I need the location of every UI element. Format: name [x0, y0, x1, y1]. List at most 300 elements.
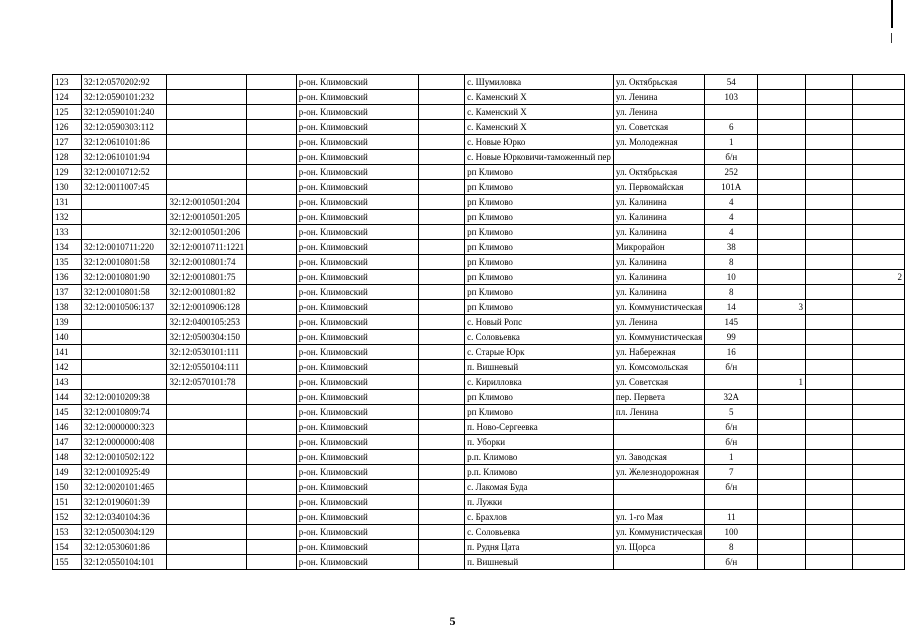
- table-row: [53, 90, 905, 105]
- district-cell: р-он. Климовский: [296, 525, 418, 540]
- locality-cell: с. Новые Юрковичи-таможенный пер: [465, 150, 614, 165]
- cadastral-number-secondary-cell: [167, 420, 247, 435]
- blank-cell: [419, 375, 465, 390]
- table-row: [53, 375, 905, 390]
- district-cell: р-он. Климовский: [296, 240, 418, 255]
- house-number-cell: 11: [705, 510, 758, 525]
- cadastral-number-secondary-cell: 32:12:0530101:111: [167, 345, 247, 360]
- house-number-cell: 32А: [705, 390, 758, 405]
- table-row: [53, 555, 905, 570]
- house-number-cell: б/н: [705, 480, 758, 495]
- cadastral-number-secondary-cell: 32:12:0550104:111: [167, 360, 247, 375]
- locality-cell: п. Ново-Сергеевка: [465, 420, 614, 435]
- row-number-cell: 155: [53, 555, 82, 570]
- value-cell-2: [806, 120, 853, 135]
- street-cell: ул. Коммунистическая: [613, 300, 704, 315]
- table-row: [53, 465, 905, 480]
- district-cell: р-он. Климовский: [296, 465, 418, 480]
- cadastral-number-secondary-cell: [167, 135, 247, 150]
- value-cell-3: [852, 105, 904, 120]
- value-cell-3: [852, 390, 904, 405]
- street-cell: [613, 480, 704, 495]
- extra-cell: [247, 420, 297, 435]
- value-cell-2: [806, 195, 853, 210]
- blank-cell: [419, 90, 465, 105]
- value-cell-3: [852, 225, 904, 240]
- row-number-cell: 139: [53, 315, 82, 330]
- row-number-cell: 129: [53, 165, 82, 180]
- district-cell: р-он. Климовский: [296, 300, 418, 315]
- value-cell-2: [806, 270, 853, 285]
- blank-cell: [419, 135, 465, 150]
- table-row: [53, 165, 905, 180]
- blank-cell: [419, 150, 465, 165]
- cadastral-number-secondary-cell: [167, 540, 247, 555]
- locality-cell: рп Климово: [465, 405, 614, 420]
- row-number-cell: 151: [53, 495, 82, 510]
- street-cell: пл. Ленина: [613, 405, 704, 420]
- table-row: [53, 525, 905, 540]
- locality-cell: рп Климово: [465, 225, 614, 240]
- blank-cell: [419, 510, 465, 525]
- blank-cell: [419, 525, 465, 540]
- table-row: [53, 495, 905, 510]
- value-cell-1: [758, 120, 806, 135]
- house-number-cell: 4: [705, 195, 758, 210]
- street-cell: ул. Заводская: [613, 450, 704, 465]
- locality-cell: с. Новый Ропс: [465, 315, 614, 330]
- row-number-cell: 134: [53, 240, 82, 255]
- value-cell-2: [806, 90, 853, 105]
- value-cell-1: [758, 165, 806, 180]
- row-number-cell: 152: [53, 510, 82, 525]
- value-cell-3: [852, 555, 904, 570]
- cadastral-number-secondary-cell: [167, 180, 247, 195]
- blank-cell: [419, 255, 465, 270]
- row-number-cell: 136: [53, 270, 82, 285]
- value-cell-1: [758, 195, 806, 210]
- district-cell: р-он. Климовский: [296, 495, 418, 510]
- extra-cell: [247, 90, 297, 105]
- house-number-cell: б/н: [705, 360, 758, 375]
- scan-edge-mark: [891, 0, 893, 28]
- locality-cell: рп Климово: [465, 240, 614, 255]
- extra-cell: [247, 195, 297, 210]
- locality-cell: п. Лужки: [465, 495, 614, 510]
- cadastral-number-cell: 32:12:0010209:38: [81, 390, 167, 405]
- blank-cell: [419, 555, 465, 570]
- house-number-cell: 145: [705, 315, 758, 330]
- cadastral-number-secondary-cell: [167, 120, 247, 135]
- cadastral-number-secondary-cell: 32:12:0570101:78: [167, 375, 247, 390]
- district-cell: р-он. Климовский: [296, 540, 418, 555]
- scan-edge-mark-lower: [891, 33, 892, 43]
- street-cell: ул. Ленина: [613, 105, 704, 120]
- value-cell-3: [852, 450, 904, 465]
- cadastral-number-secondary-cell: 32:12:0010801:75: [167, 270, 247, 285]
- blank-cell: [419, 195, 465, 210]
- value-cell-2: [806, 165, 853, 180]
- street-cell: [613, 495, 704, 510]
- cadastral-number-cell: 32:12:0010801:90: [81, 270, 167, 285]
- value-cell-2: [806, 105, 853, 120]
- table-row: [53, 540, 905, 555]
- house-number-cell: 8: [705, 255, 758, 270]
- value-cell-1: [758, 435, 806, 450]
- extra-cell: [247, 435, 297, 450]
- value-cell-2: [806, 450, 853, 465]
- table-row: [53, 270, 905, 285]
- blank-cell: [419, 285, 465, 300]
- blank-cell: [419, 315, 465, 330]
- cadastral-number-cell: [81, 360, 167, 375]
- table-row: [53, 225, 905, 240]
- cadastral-number-secondary-cell: [167, 495, 247, 510]
- house-number-cell: [705, 375, 758, 390]
- blank-cell: [419, 210, 465, 225]
- blank-cell: [419, 240, 465, 255]
- street-cell: ул. Калинина: [613, 225, 704, 240]
- street-cell: ул. 1-го Мая: [613, 510, 704, 525]
- locality-cell: п. Вишневый: [465, 360, 614, 375]
- district-cell: р-он. Климовский: [296, 180, 418, 195]
- value-cell-3: [852, 540, 904, 555]
- cadastral-number-secondary-cell: [167, 75, 247, 90]
- value-cell-1: [758, 315, 806, 330]
- extra-cell: [247, 495, 297, 510]
- cadastral-number-cell: 32:12:0010711:220: [81, 240, 167, 255]
- table-row: [53, 330, 905, 345]
- locality-cell: с. Лакомая Буда: [465, 480, 614, 495]
- value-cell-1: [758, 255, 806, 270]
- district-cell: р-он. Климовский: [296, 555, 418, 570]
- cadastral-number-cell: 32:12:0010506:137: [81, 300, 167, 315]
- blank-cell: [419, 180, 465, 195]
- cadastral-number-secondary-cell: 32:12:0010501:204: [167, 195, 247, 210]
- value-cell-3: [852, 75, 904, 90]
- table-row: [53, 435, 905, 450]
- house-number-cell: 8: [705, 540, 758, 555]
- district-cell: р-он. Климовский: [296, 165, 418, 180]
- street-cell: Микрорайон: [613, 240, 704, 255]
- street-cell: ул. Советская: [613, 375, 704, 390]
- value-cell-2: [806, 540, 853, 555]
- extra-cell: [247, 405, 297, 420]
- blank-cell: [419, 435, 465, 450]
- page-number: 5: [449, 614, 456, 628]
- cadastral-number-cell: 32:12:0010712:52: [81, 165, 167, 180]
- row-number-cell: 154: [53, 540, 82, 555]
- value-cell-2: [806, 375, 853, 390]
- blank-cell: [419, 465, 465, 480]
- value-cell-2: [806, 315, 853, 330]
- district-cell: р-он. Климовский: [296, 135, 418, 150]
- cadastral-number-secondary-cell: [167, 525, 247, 540]
- district-cell: р-он. Климовский: [296, 270, 418, 285]
- locality-cell: п. Рудня Цата: [465, 540, 614, 555]
- value-cell-3: [852, 210, 904, 225]
- cadastral-number-secondary-cell: [167, 105, 247, 120]
- extra-cell: [247, 135, 297, 150]
- district-cell: р-он. Климовский: [296, 510, 418, 525]
- street-cell: [613, 150, 704, 165]
- row-number-cell: 145: [53, 405, 82, 420]
- cadastral-number-cell: 32:12:0000000:323: [81, 420, 167, 435]
- cadastral-number-cell: 32:12:0550104:101: [81, 555, 167, 570]
- row-number-cell: 135: [53, 255, 82, 270]
- street-cell: ул. Первомайская: [613, 180, 704, 195]
- value-cell-2: [806, 465, 853, 480]
- value-cell-3: [852, 285, 904, 300]
- row-number-cell: 141: [53, 345, 82, 360]
- district-cell: р-он. Климовский: [296, 195, 418, 210]
- row-number-cell: 140: [53, 330, 82, 345]
- locality-cell: с. Каменский Х: [465, 120, 614, 135]
- row-number-cell: 125: [53, 105, 82, 120]
- value-cell-1: [758, 345, 806, 360]
- cadastral-number-secondary-cell: [167, 450, 247, 465]
- blank-cell: [419, 75, 465, 90]
- value-cell-1: [758, 225, 806, 240]
- locality-cell: п. Уборки: [465, 435, 614, 450]
- cadastral-number-cell: [81, 315, 167, 330]
- row-number-cell: 153: [53, 525, 82, 540]
- row-number-cell: 128: [53, 150, 82, 165]
- locality-cell: рп Климово: [465, 285, 614, 300]
- cadastral-number-secondary-cell: 32:12:0010801:82: [167, 285, 247, 300]
- locality-cell: рп Климово: [465, 390, 614, 405]
- district-cell: р-он. Климовский: [296, 150, 418, 165]
- value-cell-2: [806, 405, 853, 420]
- extra-cell: [247, 165, 297, 180]
- blank-cell: [419, 345, 465, 360]
- value-cell-1: [758, 510, 806, 525]
- value-cell-1: [758, 180, 806, 195]
- house-number-cell: 7: [705, 465, 758, 480]
- row-number-cell: 127: [53, 135, 82, 150]
- row-number-cell: 137: [53, 285, 82, 300]
- value-cell-1: [758, 285, 806, 300]
- locality-cell: п. Вишневый: [465, 555, 614, 570]
- row-number-cell: 138: [53, 300, 82, 315]
- house-number-cell: б/н: [705, 150, 758, 165]
- value-cell-1: [758, 465, 806, 480]
- district-cell: р-он. Климовский: [296, 90, 418, 105]
- street-cell: ул. Ленина: [613, 315, 704, 330]
- street-cell: ул. Калинина: [613, 270, 704, 285]
- cadastral-number-secondary-cell: 32:12:0400105:253: [167, 315, 247, 330]
- table-row: [53, 75, 905, 90]
- property-register-table: [52, 74, 905, 570]
- cadastral-number-cell: 32:12:0011007:45: [81, 180, 167, 195]
- blank-cell: [419, 390, 465, 405]
- extra-cell: [247, 480, 297, 495]
- value-cell-1: [758, 150, 806, 165]
- street-cell: ул. Набережная: [613, 345, 704, 360]
- cadastral-number-cell: 32:12:0190601:39: [81, 495, 167, 510]
- value-cell-3: [852, 195, 904, 210]
- house-number-cell: 5: [705, 405, 758, 420]
- value-cell-3: [852, 465, 904, 480]
- value-cell-1: [758, 525, 806, 540]
- blank-cell: [419, 225, 465, 240]
- street-cell: [613, 555, 704, 570]
- district-cell: р-он. Климовский: [296, 75, 418, 90]
- extra-cell: [247, 180, 297, 195]
- table-row: [53, 450, 905, 465]
- table-body: [53, 75, 905, 570]
- extra-cell: [247, 525, 297, 540]
- house-number-cell: 99: [705, 330, 758, 345]
- cadastral-number-cell: 32:12:0010502:122: [81, 450, 167, 465]
- value-cell-3: [852, 90, 904, 105]
- value-cell-1: [758, 480, 806, 495]
- house-number-cell: 4: [705, 225, 758, 240]
- house-number-cell: 103: [705, 90, 758, 105]
- value-cell-1: [758, 75, 806, 90]
- cadastral-number-secondary-cell: [167, 480, 247, 495]
- extra-cell: [247, 315, 297, 330]
- locality-cell: р.п. Климово: [465, 450, 614, 465]
- value-cell-3: [852, 495, 904, 510]
- value-cell-3: [852, 135, 904, 150]
- cadastral-number-cell: 32:12:0010809:74: [81, 405, 167, 420]
- house-number-cell: 252: [705, 165, 758, 180]
- street-cell: ул. Калинина: [613, 285, 704, 300]
- district-cell: р-он. Климовский: [296, 405, 418, 420]
- row-number-cell: 150: [53, 480, 82, 495]
- value-cell-3: [852, 420, 904, 435]
- row-number-cell: 130: [53, 180, 82, 195]
- value-cell-1: [758, 90, 806, 105]
- value-cell-1: [758, 390, 806, 405]
- district-cell: р-он. Климовский: [296, 255, 418, 270]
- table-row: [53, 210, 905, 225]
- blank-cell: [419, 300, 465, 315]
- cadastral-number-cell: [81, 330, 167, 345]
- value-cell-1: [758, 210, 806, 225]
- value-cell-3: [852, 480, 904, 495]
- locality-cell: рп Климово: [465, 165, 614, 180]
- cadastral-number-cell: 32:12:0530601:86: [81, 540, 167, 555]
- locality-cell: с. Кирилловка: [465, 375, 614, 390]
- extra-cell: [247, 540, 297, 555]
- value-cell-3: [852, 120, 904, 135]
- district-cell: р-он. Климовский: [296, 225, 418, 240]
- blank-cell: [419, 105, 465, 120]
- locality-cell: с. Соловьевка: [465, 330, 614, 345]
- cadastral-number-secondary-cell: 32:12:0010501:205: [167, 210, 247, 225]
- extra-cell: [247, 330, 297, 345]
- district-cell: р-он. Климовский: [296, 345, 418, 360]
- value-cell-2: [806, 75, 853, 90]
- cadastral-number-cell: [81, 195, 167, 210]
- extra-cell: [247, 510, 297, 525]
- blank-cell: [419, 495, 465, 510]
- extra-cell: [247, 105, 297, 120]
- cadastral-number-secondary-cell: [167, 165, 247, 180]
- locality-cell: с. Соловьевка: [465, 525, 614, 540]
- value-cell-2: [806, 225, 853, 240]
- cadastral-number-cell: 32:12:0610101:86: [81, 135, 167, 150]
- cadastral-number-secondary-cell: 32:12:0010801:74: [167, 255, 247, 270]
- extra-cell: [247, 255, 297, 270]
- value-cell-3: [852, 330, 904, 345]
- cadastral-number-cell: 32:12:0590101:240: [81, 105, 167, 120]
- district-cell: р-он. Климовский: [296, 390, 418, 405]
- house-number-cell: 1: [705, 135, 758, 150]
- value-cell-2: [806, 150, 853, 165]
- extra-cell: [247, 345, 297, 360]
- house-number-cell: [705, 495, 758, 510]
- street-cell: ул. Октябрьская: [613, 75, 704, 90]
- table-row: [53, 510, 905, 525]
- house-number-cell: 54: [705, 75, 758, 90]
- row-number-cell: 133: [53, 225, 82, 240]
- locality-cell: рп Климово: [465, 195, 614, 210]
- table-row: [53, 345, 905, 360]
- row-number-cell: 124: [53, 90, 82, 105]
- table-row: [53, 300, 905, 315]
- value-cell-3: [852, 525, 904, 540]
- table-row: [53, 105, 905, 120]
- cadastral-number-cell: 32:12:0020101:465: [81, 480, 167, 495]
- street-cell: ул. Калинина: [613, 195, 704, 210]
- blank-cell: [419, 420, 465, 435]
- cadastral-number-cell: 32:12:0000000:408: [81, 435, 167, 450]
- street-cell: ул. Ленина: [613, 90, 704, 105]
- extra-cell: [247, 450, 297, 465]
- cadastral-number-secondary-cell: [167, 465, 247, 480]
- value-cell-3: [852, 435, 904, 450]
- value-cell-1: [758, 540, 806, 555]
- district-cell: р-он. Климовский: [296, 375, 418, 390]
- extra-cell: [247, 240, 297, 255]
- locality-cell: рп Климово: [465, 255, 614, 270]
- extra-cell: [247, 270, 297, 285]
- house-number-cell: б/н: [705, 435, 758, 450]
- value-cell-2: [806, 555, 853, 570]
- extra-cell: [247, 225, 297, 240]
- cadastral-number-secondary-cell: 32:12:0010906:128: [167, 300, 247, 315]
- street-cell: [613, 435, 704, 450]
- value-cell-3: [852, 180, 904, 195]
- locality-cell: с. Каменский Х: [465, 105, 614, 120]
- value-cell-3: [852, 345, 904, 360]
- value-cell-1: [758, 135, 806, 150]
- locality-cell: с. Шумиловка: [465, 75, 614, 90]
- cadastral-number-cell: 32:12:0570202:92: [81, 75, 167, 90]
- cadastral-number-secondary-cell: 32:12:0010711:1221: [167, 240, 247, 255]
- cadastral-number-cell: 32:12:0010801:58: [81, 285, 167, 300]
- value-cell-2: [806, 495, 853, 510]
- value-cell-1: [758, 420, 806, 435]
- blank-cell: [419, 360, 465, 375]
- value-cell-2: [806, 330, 853, 345]
- value-cell-1: [758, 105, 806, 120]
- value-cell-2: [806, 180, 853, 195]
- row-number-cell: 149: [53, 465, 82, 480]
- blank-cell: [419, 450, 465, 465]
- cadastral-number-secondary-cell: [167, 405, 247, 420]
- table-row: [53, 150, 905, 165]
- row-number-cell: 131: [53, 195, 82, 210]
- blank-cell: [419, 405, 465, 420]
- locality-cell: р.п. Климово: [465, 465, 614, 480]
- locality-cell: рп Климово: [465, 300, 614, 315]
- row-number-cell: 143: [53, 375, 82, 390]
- table-row: [53, 255, 905, 270]
